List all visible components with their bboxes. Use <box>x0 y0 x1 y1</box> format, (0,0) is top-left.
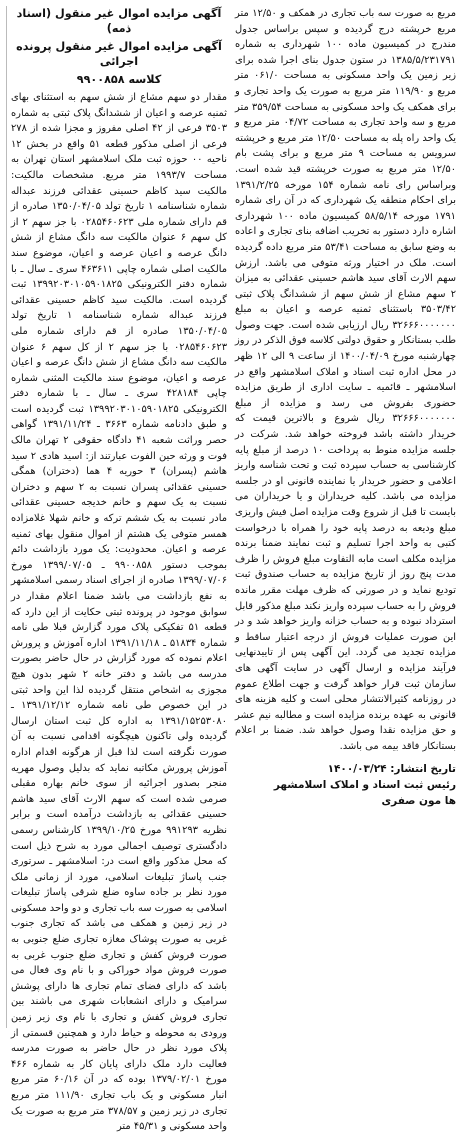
notice-title-line1: آگهی مزایده اموال غیر منقول (اسناد ذمه) <box>16 7 222 35</box>
notice-body-part2: مربع به صورت سه باب تجاری در همکف و ۱۲/۵۰ متر مربع خرپشته درج گردیده و سپس براساس جدول مندرج در کمیسیون ماده ۱۰۰ شهرداری به شماره ۱۳۸۵/۵/۲۳۱۷۹۱ در ستون جدول بنای اجرا شده برای زیر زمین یک واحد مسکونی به مساحت ۰۶۱/۰ متر مربع و ۱۱۹/۹۰ متر مربع به صورت یک واحد تجاری و برای همکف یک واحد مسکونی به مساحت ۳۵۹/۵۴ متر مربع و سه واحد تجاری به مساحت ۰۴/۷۲ متر مربع و یک واحد راه پله به مساحت ۱۲/۵۰ متر مربع و خرپشته سرویس به مساحت ۹ متر مربع و برای پشت بام ۱۲/۵۰ متر مربع به صورت خرپشته قید شده است. وبراساس رای نامه شماره ۱۵۴ مورخه ۱۳۹۱/۲/۲۵ برای احکام منطقه یک شهرداری که در آن رای شماره ۱۷۹۱ مورخه ۵۸/۵/۱۴ کمیسیون ماده ۱۰۰ شهرداری اشاره دارد دستور به تخریب اضافه بنای تجاری و اعاده به وضع سابق به مساحت ۵۳/۴۱ متر مربع داده گردیده است. ملک در اختیار ورثه متوفی می باشد. ارزش سهم الارث آقای سید هاشم حسینی عقدائی به میزان ۲ سهم مشاع از شش سهم از ششدانگ پلاک ثبتی ۳۵۰۳/۴۲ باستثنای ثمنیه عرصه و اعیان به مبلغ ۳۲۶۶۶۰۰۰۰۰۰۰ ریال ارزیابی شده است. جهت وصول طلب بستانکار و حقوق دولتی کلاسه فوق الذکر در روز چهارشنبه مورخ ۱۴۰۰/۰۴/۰۹ از ساعت ۹ الی ۱۲ ظهر در محل اداره ثبت اسناد و املاک اسلامشهر واقع در اسلامشهر ـ قائمیه ـ سایت اداری از طریق مزایده حضوری بفروش می رسد و مزایده از مبلغ ۳۲۶۶۶۰۰۰۰۰۰۰ ریال شروع و بالاترین قیمت که خریدار داشته باشد فروخته خواهد شد. شرکت در جلسه مزایده منوط به پرداخت ۱۰ درصد از مبلغ پایه کارشناسی به حساب سپرده ثبت و تحت شناسه واریز اعلامی و حضور خریدار یا نماینده قانونی او در جلسه مزایده می باشد. کلیه خریداران و یا خریداران می بایست تا قبل از شروع وقت مزایده اصل فیش واریزی مبلغ ودیعه به درصد پایه خود را همراه با درخواست کتبی به واحد اجرا تسلیم و ثبت نمایند ضمنا برنده مزایده مکلف است مابه التفاوت مبلغ فروش را ظرف مدت پنج روز از تاریخ مزایده به حساب صندوق ثبت تودیع نماید و در صورتی که ظرف مهلت مقرر مانده فروش را به حساب سپرده واریز نکند مبلغ مذکور قابل استرداد نبوده و به حساب خزانه واریز خواهد شد و در این صورت عملیات فروش از درجه اعتبار ساقط و مزایده تجدید می گردد. این آگهی پس از تاییدنهایی فرآیند مزایده و ارسال آگهی در سایت آگهی های سازمان ثبت قرار خواهد گرفت و جهت اطلاع عموم در روزنامه کثیرالانتشار محلی است و کلیه هزینه های قانونی به عهده برنده مزایده است و مطالبه نیم عشر و حق مزایده نقدا وصول خواهد شد. ضمنا بر اعلام بستانکار فاقد بیمه می باشد. <box>235 8 457 752</box>
notice-right-column <box>6 6 228 1133</box>
signoff-name: ها مون صفری <box>381 794 456 807</box>
notice-title-line3: کلاسه ۹۹۰۰۸۵۸ <box>76 73 162 86</box>
publish-date: تاریخ انتشار: ۱۴۰۰/۰۳/۲۴ <box>327 762 456 775</box>
notice-left-column <box>235 6 456 1028</box>
signoff-office: رئیس ثبت اسناد و املاک اسلامشهر <box>273 778 456 791</box>
notice-body-part1: مقدار دو سهم مشاع از شش سهم به استثنای بهای ثمنیه عرصه و اعیان از ششدانگ پلاک ثبتی به شماره ۳۵۰۳ فرعی از ۴۲ اصلی مفروز و مجزا شده از ۲۷۸ فرعی از اصلی مذکور قطعه ۵۱ واقع در بخش ۱۲ ناحیه ۰۰ حوزه ثبت ملک اسلامشهر استان تهران به مساحت ۱۹۹۳/۷ متر مربع. مشخصات مالکیت: مالکیت سید کاظم حسینی عقدائی فرزند عبداله شماره شناسنامه ۱ تاریخ تولد ۱۳۵۰/۰۴/۰۵ صادره از قم دارای شماره ملی ۰۲۸۵۴۶۰۶۲۳ با جز سهم ۲ از کل سهم ۶ عنوان مالکیت سه دانگ مشاع از شش دانگ عرصه و اعیان عرصه و اعیان، موضوع سند مالکیت اصلی شماره چاپی ۴۶۳۶۱۱ سری ـ سال ـ با شماره دفتر الکترونیکی ۱۳۹۹۲۰۳۰۱۰۵۹۰۱۸۲۵ ثبت گردیده است. مالکیت سید کاظم حسینی عقدائی فرزند عبداله شماره شناسنامه ۱ تاریخ تولد ۱۳۵۰/۰۴/۰۵ صادره از قم دارای شماره ملی ۰۲۸۵۴۶۰۶۲۳ با جز سهم ۲ از کل سهم ۶ عنوان مالکیت سه دانگ مشاع از شش دانگ عرصه و اعیان عرصه و اعیان، موضوع سند مالکیت المثنی شماره چاپی ۴۲۸۱۸۴ سری ـ سال ـ با شماره دفتر الکترونیکی ۱۳۹۹۲۰۳۰۱۰۵۹۰۱۸۲۵ ثبت گردیده است و طبق دادنامه شماره ۳۶۶۳ ـ ۱۳۹۱/۱۱/۲۴ گواهی حصر وراثت شعبه ۴۱ دادگاه حقوقی ۲ تهران مالک فوت و ورثه حین الفوت عبارتند از: اسید هادی ۲ سید هاشم (پسران) ۳ حوریه ۴ هما (دختران) همگی حسینی عقدائی پسران نسبت به ۲ سهم و دختران نسبت به یک سهم و خانم خدیجه حسینی عقدائی مادر نسبت به یک ششم ترکه و خانم شهلا غلامزاده همسر متوفی یک هشتم از اموال منقول بهای ثمنیه عرصه و اعیان. محدودیت: یک مورد بازداشت دائم بموجب دستور ۹۹۰۰۸۵۸ ـ ۱۳۹۹/۰۷/۰۵ مورخ ۱۳۹۹/۰۷/۰۶ صادره از اجرای اسناد رسمی اسلامشهر به نفع بازداشت می باشد ضمنا اعلام مقدار در سوابق موجود در پرونده ثبتی حکایت از این دارد که قطعه ۵۱ تفکیکی پلاک مورد گزارش قبلا طی نامه شماره ۵۱۸۳۴ ـ ۱۳۹۱/۱۱/۱۸ اداره آموزش و پرورش اعلام نموده که مورد گزارش در حال حاضر بصورت مدرسه می باشد و دفتر خانه ۲ شهر بدون هیچ مجوزی به اشخاص منتقل گردیده لذا این واحد ثبتی در این خصوص طی نامه شماره ۱۳۹۱/۱۲/۱۲ ـ ۱۳۹۱/۱۵۲۵۳۰۸۰ به اداره کل ثبت استان ارسال گردیده ولی تاکنون هیچگونه اقدامی نسبت به آن صورت نگرفته است لذا قبل از هرگونه اقدام اداره آموزش پرورش مکاتبه نماید که بدلیل وصول مهریه منجر بصدور اجرائیه از سوی خانم بهاره مقبلی صرمی شده است که سهم الارث آقای سید هاشم حسینی عقدائی به بازداشت درآمده است و برابر نظریه ۹۹۱۲۹۳ مورخ ۱۳۹۹/۱۰/۲۵ کارشناس رسمی دادگستری توصیف اجمالی مورد به شرح ذیل است که محل مذکور واقع است در: اسلامشهر ـ سرتوری جنب پاساژ تبلیغات اسلامی، مورد از زمانی ملک مورد نظر بر جاده ساوه ضلع شرقی پاساژ تبلیغات اسلامی به صورت سه باب تجاری و دو واحد مسکونی در زیر زمین و همکف می باشد که تجاری جنوب غربی به صورت پوشاک مغازه تجاری ضلع جنوبی به صورت فروش کفش و تجاری ضلع جنوب غربی به صورت فروش مواد خوراکی و با نام وی فعال می باشد که دارای فضای تمام تجاری ها دارای پوشش سرامیک و دارای انشعابات شهری می باشند بین تجاری فروش کفش و تجاری با نام وی زیر زمین ورودی به محوطه و حیاط دارد و همچنین قسمتی از پلاک مورد نظر در حال حاضر به صورت مدرسه فعالیت دارد ملک دارای پایان کار به شماره ۴۶۶ مورخ ۱۳۷۹/۰۲/۰۱ بوده که در آن ۶۰/۱۶ متر مربع انبار مسکونی و یک باب تجاری ۱۱۱/۹۰ متر مربع تجاری در زیر زمین و ۳۷۸/۵۷ متر مربع به صورت یک واحد مسکونی و ۴۵/۳۱ متر <box>11 92 228 1133</box>
notice-signoff <box>235 761 456 809</box>
notice-title-line2: آگهی مزایده اموال غیر منقول پرونده اجرائی <box>16 40 222 68</box>
